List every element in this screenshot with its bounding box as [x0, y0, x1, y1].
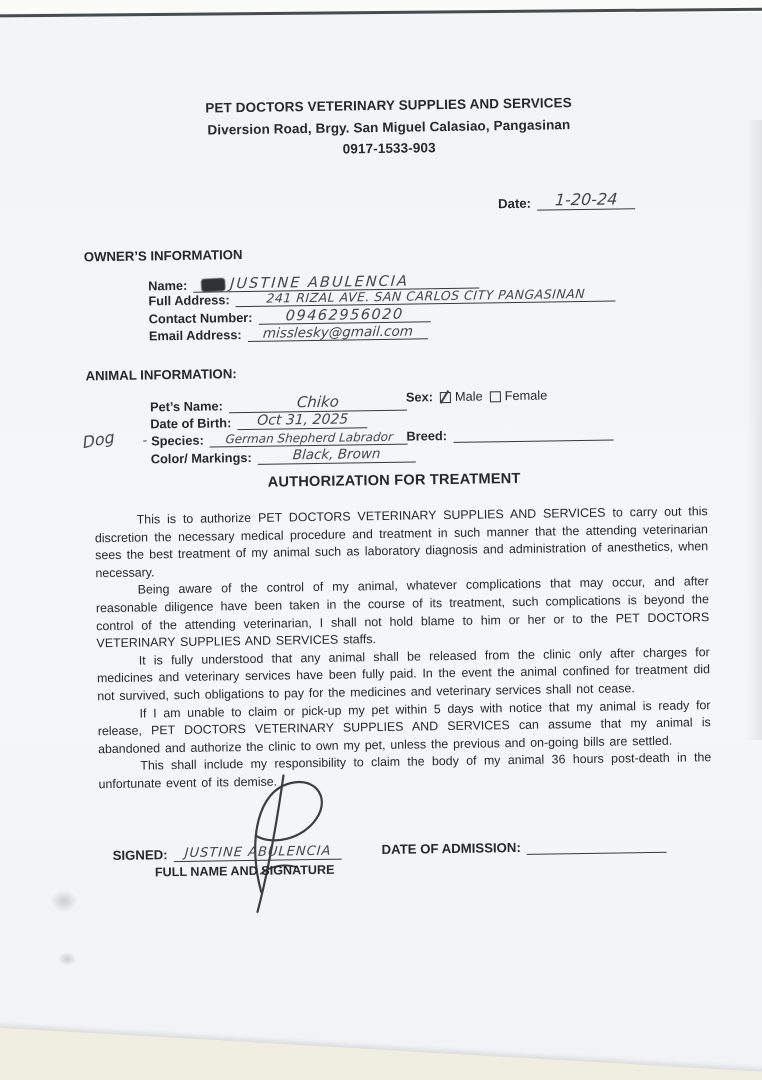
- female-checkbox: [490, 391, 501, 402]
- signed-underline: [173, 839, 341, 862]
- owner-contact-label: Contact Number:: [148, 309, 253, 327]
- male-label: Male: [454, 388, 483, 404]
- owner-section-heading: OWNER’S INFORMATION: [83, 247, 243, 265]
- breed-label: Breed:: [406, 428, 448, 444]
- signed-field: [112, 839, 341, 863]
- authorization-paragraph: This is to authorize PET DOCTORS VETERINARY SUPPLIES AND SERVICES to carry out this discretion the necessary medical procedure and treatment in such manner that the attending veterinarian sees the best treatment of my animal such as laboratory diagnosis and administration of anesthetics, when necessary.: [94, 504, 709, 581]
- species-value: German Shepherd Labrador: [224, 429, 393, 447]
- species-margin-note: Dog: [81, 427, 116, 453]
- owner-address-value: 241 RIZAL AVE. SAN CARLOS CITY PANGASINAN: [265, 285, 586, 306]
- date-underline: [537, 186, 635, 210]
- animal-section-heading: ANIMAL INFORMATION:: [85, 366, 237, 384]
- clinic-name: PET DOCTORS VETERINARY SUPPLIES AND SERVICES: [205, 95, 572, 116]
- owner-address-label: Full Address:: [148, 292, 230, 309]
- authorization-paragraph: It is fully understood that any animal shall be released from the clinic only after charges for medicines and veterinary services have been fully paid. In the event the animal confined for treatment did not survived, such obligations to pay for the medicines and veterinary services shall not cease.: [96, 644, 711, 704]
- owner-email-underline: [247, 320, 427, 342]
- owner-email-value: misslesky@gmail.com: [262, 323, 414, 342]
- signed-label: SIGNED:: [112, 847, 168, 864]
- owner-email-label: Email Address:: [148, 327, 242, 344]
- owner-email-field: [149, 320, 428, 343]
- authorization-title: AUTHORIZATION FOR TREATMENT: [267, 470, 521, 491]
- pet-name-label: Pet’s Name:: [149, 398, 223, 415]
- owner-name-label: Name:: [148, 277, 188, 294]
- clinic-address: Diversion Road, Brgy. San Miguel Calasiao, Pangasinan: [207, 116, 571, 138]
- admission-date-underline: [527, 832, 667, 855]
- dob-label: Date of Birth:: [150, 415, 232, 432]
- breed-field: [406, 423, 613, 444]
- signed-value: JUSTINE ABULENCIA: [183, 843, 332, 861]
- authorization-paragraph: This shall include my responsibility to claim the body of my animal 36 hours post-death in the unfortunate event of its demise.: [98, 750, 712, 792]
- male-checkbox: [440, 392, 451, 403]
- female-label: Female: [504, 387, 548, 404]
- date-field: [498, 186, 635, 211]
- sex-label: Sex:: [405, 389, 434, 405]
- authorization-paragraph: If I am unable to claim or pick-up my pet within 5 days with notice that my animal is ready for release, PET DOCTORS VETERINARY SUPPLIES AND SERVICES can assume that my animal is abandoned and authorize the clinic to own my pet, unless the previous and on-going bills are settled.: [97, 697, 711, 756]
- species-dash: -: [141, 433, 148, 449]
- color-markings-field: [151, 443, 416, 466]
- date-label: Date:: [497, 195, 532, 212]
- owner-name-value: JUSTINE ABULENCIA: [229, 273, 410, 293]
- letterhead: [38, 90, 739, 165]
- authorization-paragraph: Being aware of the control of my animal, whatever complications that may occur, and after reasonable diligence have been taken in the course of its treatment, such complications is beyond the control of the attending veterinarian, I shall not hold blame to him or her or to the PET DOCTORS VETERINARY SUPPLIES AND SERVICES staffs.: [95, 574, 710, 651]
- sex-field: [406, 388, 548, 405]
- breed-underline: [453, 423, 613, 443]
- species-label: Species:: [151, 432, 204, 449]
- color-markings-value: Black, Brown: [292, 445, 382, 464]
- color-markings-underline: [258, 443, 416, 464]
- date-value: 1-20-24: [554, 189, 618, 210]
- color-markings-label: Color/ Markings:: [150, 449, 252, 467]
- admission-date-field: [381, 832, 666, 857]
- owner-contact-value: 09462956020: [284, 306, 405, 325]
- dob-value: Oct 31, 2025: [256, 411, 349, 429]
- authorization-body: [95, 503, 712, 794]
- admission-date-label: DATE OF ADMISSION:: [381, 839, 521, 858]
- pet-name-value: Chiko: [296, 392, 340, 412]
- signed-caption: FULL NAME AND SIGNATURE: [154, 862, 335, 880]
- clinic-phone: 0917-1533-903: [342, 140, 436, 157]
